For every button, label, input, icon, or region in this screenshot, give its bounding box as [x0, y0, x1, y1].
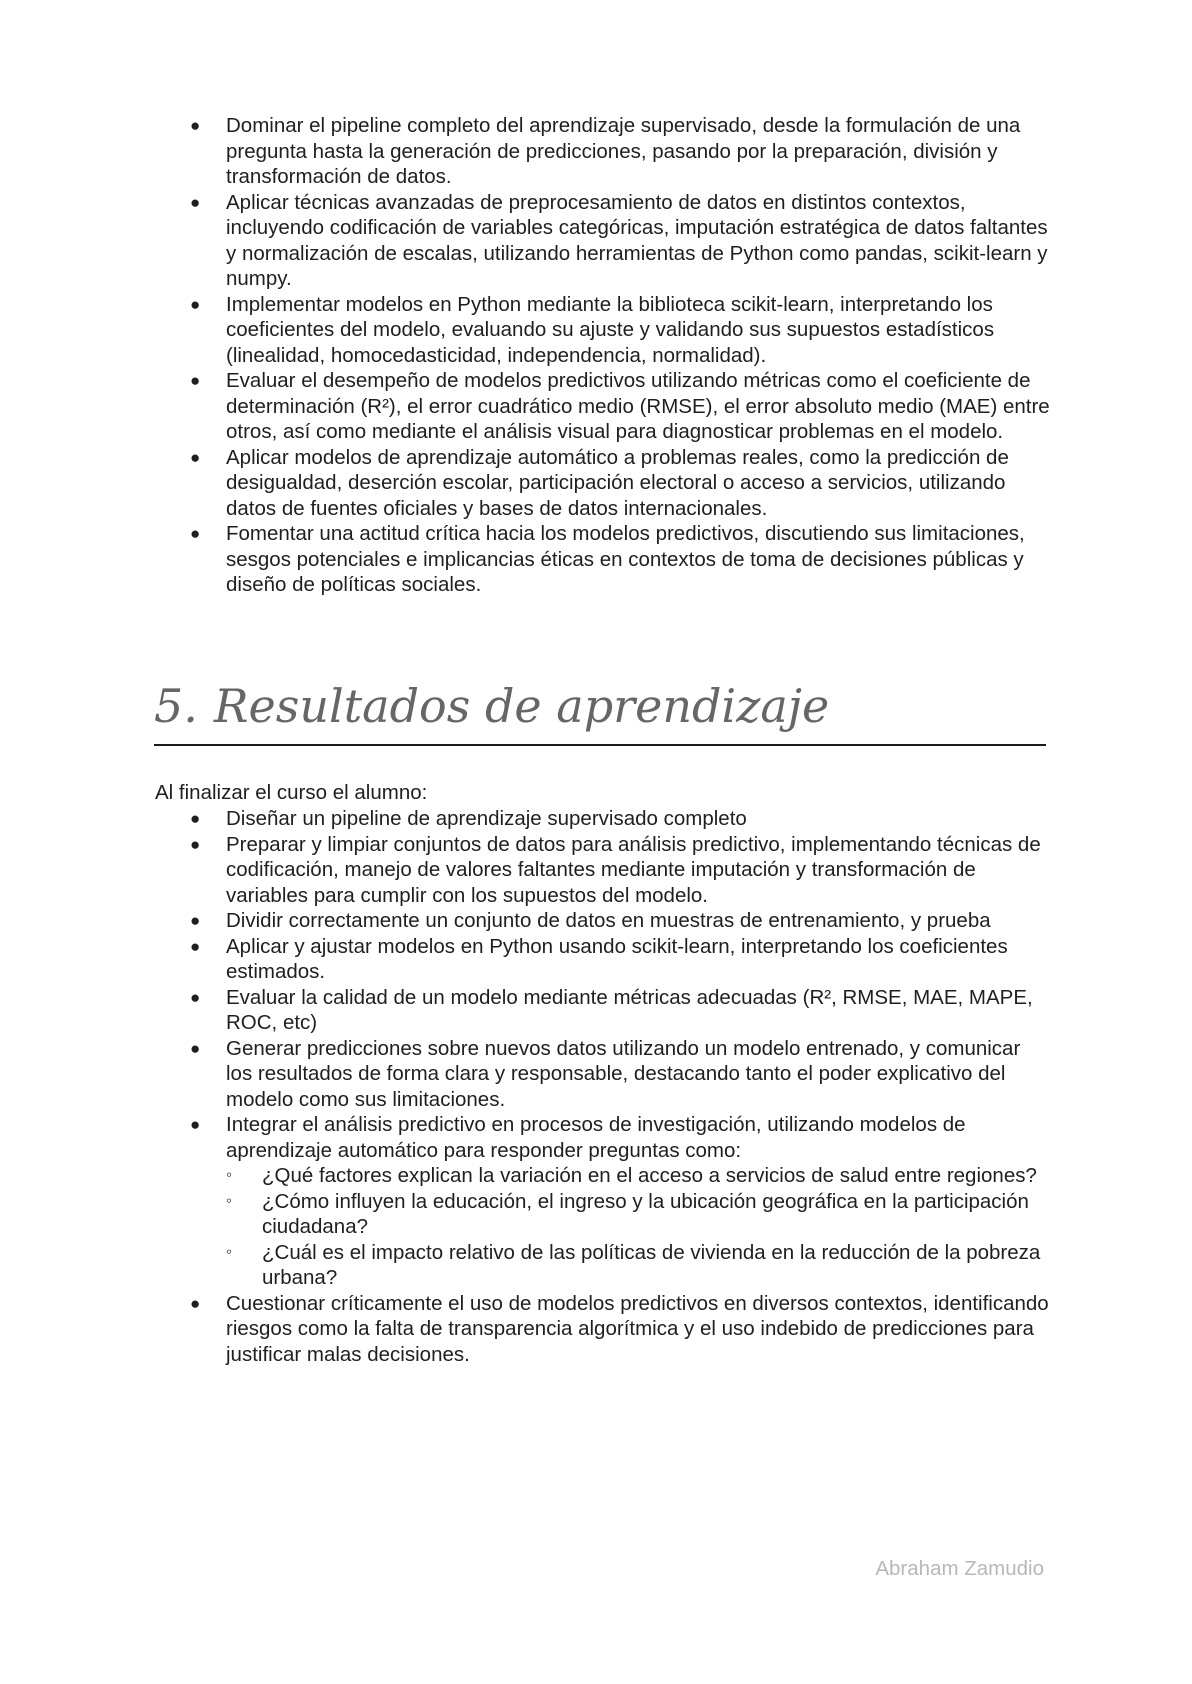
list-item: [155, 292, 1050, 369]
list-item-text: Dividir correctamente un conjunto de datos en muestras de entrenamiento, y prueba: [226, 909, 991, 932]
list-item-text: Diseñar un pipeline de aprendizaje supervisado completo: [226, 807, 747, 830]
list-item: [155, 832, 1050, 909]
bullet-icon: ●: [190, 192, 201, 212]
list-item: [155, 521, 1050, 598]
list-item-text: Integrar el análisis predictivo en procesos de investigación, utilizando modelos de aprendizaje automático para responder preguntas como:: [226, 1113, 966, 1162]
circle-bullet-icon: ◦: [226, 1190, 233, 1210]
list-item-text: Evaluar el desempeño de modelos predictivos utilizando métricas como el coeficiente de determinación (R²), el error cuadrático medio (RMSE), el error absoluto medio (MAE) entre otros, así como mediante el análisis visual para diagnosticar problemas en el modelo.: [226, 369, 1050, 443]
list-item-text: Fomentar una actitud crítica hacia los modelos predictivos, discutiendo sus limitaciones, sesgos potenciales e implicancias éticas en contextos de toma de decisiones públicas y diseño de políticas sociales.: [226, 522, 1025, 596]
section-heading: [154, 676, 1046, 746]
bullet-icon: ●: [190, 294, 201, 314]
circle-bullet-icon: ◦: [226, 1241, 233, 1261]
list-item-text: Preparar y limpiar conjuntos de datos para análisis predictivo, implementando técnicas de codificación, manejo de valores faltantes mediante imputación y transformación de variables para cumplir con los supuestos del modelo.: [226, 832, 1041, 907]
list-item: [155, 445, 1050, 522]
list-item-text: Cuestionar críticamente el uso de modelos predictivos en diversos contextos, identificando riesgos como la falta de transparencia algorítmica y el uso indebido de predicciones para justificar malas decisiones.: [226, 1291, 1049, 1366]
list-item: [155, 1291, 1050, 1368]
bullet-icon: ●: [190, 936, 201, 956]
sublist-item-text: ¿Qué factores explican la variación en el acceso a servicios de salud entre regiones?: [262, 1164, 1037, 1187]
list-item: [155, 934, 1050, 985]
bullet-icon: ●: [190, 987, 201, 1007]
list-item-text: Generar predicciones sobre nuevos datos utilizando un modelo entrenado, y comunicar los resultados de forma clara y responsable, destacando tanto el poder explicativo del modelo como sus limitaciones.: [226, 1036, 1021, 1111]
learning-outcomes-list: [155, 806, 1050, 1367]
sublist-item-text: ¿Cuál es el impacto relativo de las políticas de vivienda en la reducción de la pobreza urbana?: [262, 1240, 1041, 1289]
objectives-list: [155, 113, 1050, 598]
bullet-icon: ●: [190, 524, 201, 543]
section-number: 5.: [154, 679, 198, 733]
bullet-icon: ●: [190, 1038, 201, 1058]
list-item: [155, 368, 1050, 445]
bullet-icon: ●: [190, 447, 201, 467]
circle-bullet-icon: ◦: [226, 1165, 233, 1184]
list-item-text: Aplicar técnicas avanzadas de preprocesamiento de datos en distintos contextos, incluyendo codificación de variables categóricas, imputación estratégica de datos faltantes y normalización de escalas, utilizando herramientas de Python como pandas, scikit-learn y numpy.: [226, 190, 1048, 290]
sublist-item: [226, 1163, 1050, 1189]
bullet-icon: ●: [190, 911, 201, 930]
list-item: [155, 1036, 1050, 1113]
bullet-icon: ●: [190, 1115, 201, 1134]
sublist-item: [226, 1189, 1050, 1240]
section-intro: Al finalizar el curso el alumno:: [155, 781, 428, 804]
bullet-icon: ●: [190, 116, 201, 135]
list-item-text: Aplicar y ajustar modelos en Python usando scikit-learn, interpretando los coeficientes estimados.: [226, 934, 1008, 983]
bullet-icon: ●: [190, 834, 201, 854]
list-item-text: Evaluar la calidad de un modelo mediante métricas adecuadas (R², RMSE, MAE, MAPE, ROC, etc): [226, 985, 1033, 1034]
list-item: [155, 985, 1050, 1036]
sublist-item: [226, 1240, 1050, 1291]
list-item: [155, 908, 1050, 934]
list-item: [155, 113, 1050, 190]
list-item-text: Dominar el pipeline completo del aprendizaje supervisado, desde la formulación de una pregunta hasta la generación de predicciones, pasando por la preparación, división y transformación de datos.: [226, 114, 1021, 188]
section-title: Resultados de aprendizaje: [213, 679, 830, 733]
list-item: [155, 1112, 1050, 1291]
footer-author: Abraham Zamudio: [875, 1557, 1044, 1580]
sublist-item-text: ¿Cómo influyen la educación, el ingreso y la ubicación geográfica en la participación ciudadana?: [262, 1189, 1029, 1238]
list-item: [155, 190, 1050, 292]
bullet-icon: ●: [190, 371, 201, 390]
list-item-text: Aplicar modelos de aprendizaje automático a problemas reales, como la predicción de desigualdad, deserción escolar, participación electoral o acceso a servicios, utilizando datos de fuentes oficiales y bases de datos internacionales.: [226, 445, 1009, 520]
list-item-text: Implementar modelos en Python mediante la biblioteca scikit-learn, interpretando los coeficientes del modelo, evaluando su ajuste y validando sus supuestos estadísticos (linealidad, homocedasticidad, independencia, normalidad).: [226, 292, 995, 367]
research-questions-list: [226, 1163, 1050, 1291]
list-item: [155, 806, 1050, 832]
bullet-icon: ●: [190, 809, 201, 828]
bullet-icon: ●: [190, 1293, 201, 1313]
